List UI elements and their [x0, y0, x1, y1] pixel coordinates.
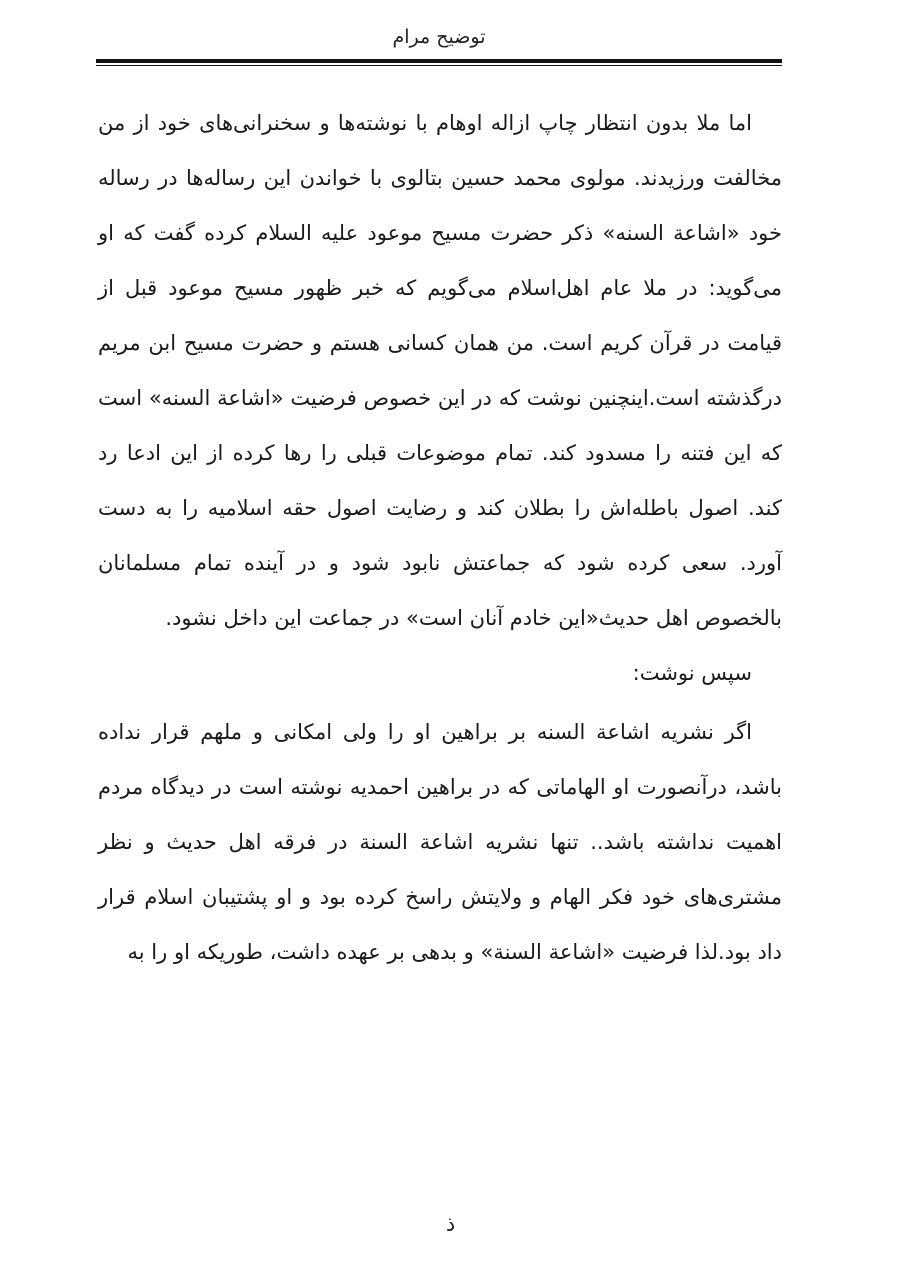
paragraph-1: اما ملا بدون انتظار چاپ ازاله اوهام با نوشته‌ها و سخنرانی‌های خود از من مخالفت ورزیدند. مولوی محمد حسین بتالوی با خواندن این رساله‌ها در رساله خود «اشاعة السنه» ذکر حضرت مسیح موعود علیه السلام کرده گفت که او می‌گوید: در ملا عام اهل‌اسلام می‌گویم که خبر ظهور مسیح موعود قبل از قیامت در قرآن کریم است. من همان کسانی هستم و حضرت مسیح ابن مریم درگذشته است.اینچنین نوشت که در این خصوص فرضیت «اشاعة السنه» است که این فتنه را مسدود کند. تمام موضوعات قبلی را رها کرده از این ادعا رد کند. اصول باطله‌اش را بطلان کند و رضایت اصول حقه اسلامیه را به دست آورد. سعی کرده شود که جماعتش نابود شود و در آینده تمام مسلمانان بالخصوص اهل حدیث«این خادم آنان است» در جماعت این داخل نشود. [98, 111, 782, 630]
body-text [98, 96, 782, 980]
paragraph-2: سپس نوشت: [632, 661, 752, 685]
header-rule-thin [96, 65, 782, 66]
page-number: ذ [445, 1212, 456, 1236]
paragraph-3: اگر نشریه اشاعة السنه بر براهین او را ولی امکانی و ملهم قرار نداده باشد، درآنصورت او الهاماتی که در براهین احمدیه نوشته است در دیدگاه مردم اهمیت نداشته باشد.. تنها نشریه اشاعة السنة در فرقه اهل حدیث و نظر مشتری‌های خود فکر الهام و ولایتش راسخ کرده بود و او پشتیبان اسلام قرار داد بود.لذا فرضیت «اشاعة السنة» و بدهی بر عهده داشت، طوریکه او را به [98, 720, 782, 964]
running-title: توضیح مرام [392, 26, 486, 48]
header-rule-thick [96, 59, 782, 63]
